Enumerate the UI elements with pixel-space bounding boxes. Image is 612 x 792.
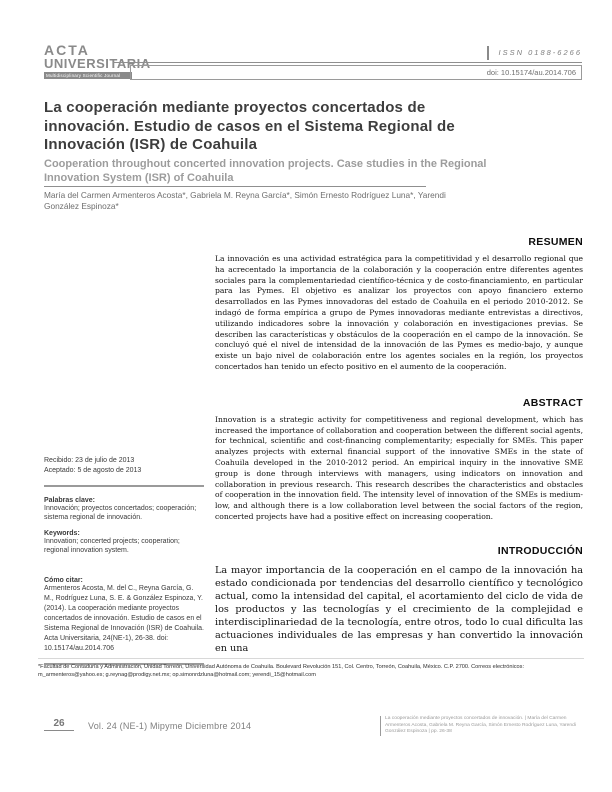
doi-box [130,65,582,80]
keywords-es: Innovación; proyectos concertados; cooperación; sistema regional de innovación. [44,505,197,521]
sidebar-divider-top [44,485,204,487]
article-dates [44,456,204,476]
keywords-es-label: Palabras clave: [44,497,95,504]
cite-text: Armenteros Acosta, M. del C., Reyna García, G. M., Rodríguez Luna, S. E. & González Espinoza, Y. (2014). La cooperación mediante proyectos concertados de innovación. Estudio de casos en el Sistema Regional de Innovación (ISR) de Coahuila. Acta Universitaria, 24(NE-1), 26-38. doi: 10.15174/au.2014.706 [44,585,204,652]
page-subtitle-english: Cooperation throughout concerted innovation projects. Case studies in the Regional Innovation System (ISR) of Coahuila [44,158,487,184]
header-divider [113,62,582,63]
keywords-en-label: Keywords: [44,530,80,537]
page-title: La cooperación mediante proyectos concertados de innovación. Estudio de casos en el Sistema Regional de Innovación (ISR) de Coahuila [44,99,455,153]
authors-line: María del Carmen Armenteros Acosta*, Gabriela M. Reyna García*, Simón Ernesto Rodríguez Luna*, Yarendi González Espinoza* [44,190,446,211]
running-title: La cooperación mediante proyectos concertados de innovación. | María del Carmen Armenteros Acosta, Gabriela M. Reyna García, Simón Ernesto Rodríguez Luna, Yarendi González Espinoza | pp. 26-38 [380,716,584,736]
keywords-en: Innovation; concerted projects; cooperation; regional innovation system. [44,538,180,554]
cite-label: Cómo citar: [44,577,83,584]
resumen-body: La innovación es una actividad estratégica para la competitividad y el desarrollo regional que ha acrecentado la importancia de la colaboración y la cooperación entre diferentes agentes sociales para la complementariedad científico-técnica y de costo-financiamiento, en particular para las Pymes. El objetivo es analizar los proyectos con apoyo financiero externo desarrollados en las Pymes innovadoras del estado de Coahuila en el periodo 2010-2012. Se indagó de forma empírica a grupo de Pymes innovadoras mediante entrevistas a directivos, utilizando indicadores sobre la innovación y colaboración en investigaciones previas. Se describen las características y obstáculos de la cooperación en el campo de la innovación. Se concluyó qué el nivel de intensidad de la innovación de las Pymes es medio-bajo, y aunque existe un bajo nivel de colaboración entre los agentes sociales en la región, los proyectos concertados han tenido un efecto positivo en el aumento de la cooperación. [215,254,583,371]
resumen-heading: RESUMEN [528,236,583,248]
volume-info: Vol. 24 (NE-1) Mipyme Diciembre 2014 [88,721,252,731]
accepted-date: Aceptado: 5 de agosto de 2013 [44,467,142,474]
authors-divider [44,186,426,187]
received-date: Recibido: 23 de julio de 2013 [44,457,135,464]
logo-tagline: Multidisciplinary Scientific Journal [44,72,132,79]
page-number: 26 [44,718,74,731]
page-footer [44,716,584,740]
abstract-heading: ABSTRACT [522,396,583,409]
issn-label: ISSN 0188-6266 [487,46,582,60]
introduccion-body: La mayor importancia de la cooperación en el campo de la innovación ha estado condicionada por tendencias del desarrollo científico y tecnológico actual, como la intensidad del capital, el acortamiento del ciclo de vida de los productos y las tecnologías y el crecimiento de la complejidad e interdisciplinariedad de la tecnología, entre otros, todo lo cual dificulta las actuaciones individuales de las empresas y han convertido la innovación en una [215,564,583,654]
main-column [215,236,583,655]
logo-line-2: UNIVERSITARIA [44,56,151,71]
affiliation-footnote: *Facultad de Contaduría y Administración, Unidad Torreón, Universidad Autónoma de Coahuila. Boulevard Revolución 151, Col. Centro, Torreón, Coahuila, México. C.P. 2700. Correos electrónicos: m_armenteros@yahoo.es; g.reynag@prodigy.net.mx; op.simonrdzluna@hotmail.com; yerendi_15@hotmail.com [38,658,584,679]
introduccion-heading: INTRODUCCIÓN [497,544,583,557]
abstract-body: Innovation is a strategic activity for competitiveness and regional development, which has increased the importance of collaboration and cooperation between the different social agents, for technical, scientific and cost-financing complementarity; especially for SMEs. This paper analyzes projects with external financial support of the innovative SMEs in the state of Coahuila developed in the 2010-2012 period. An empirical inquiry in the innovative SME group is done through interviews with managers, using indicators on innovation and collaboration in previous research. This research describes the characteristics and obstacles of cooperation in the innovation field. The intensity level of innovation of the SMEs is medium-low, and although there is a low collaboration level between the social factors of the region, concerted projects have had a positive effect on increasing cooperation. [215,414,583,521]
logo-line-1: ACTA [44,42,90,58]
article-meta-sidebar [44,456,204,675]
doi-label: doi: 10.15174/au.2014.706 [486,68,576,77]
